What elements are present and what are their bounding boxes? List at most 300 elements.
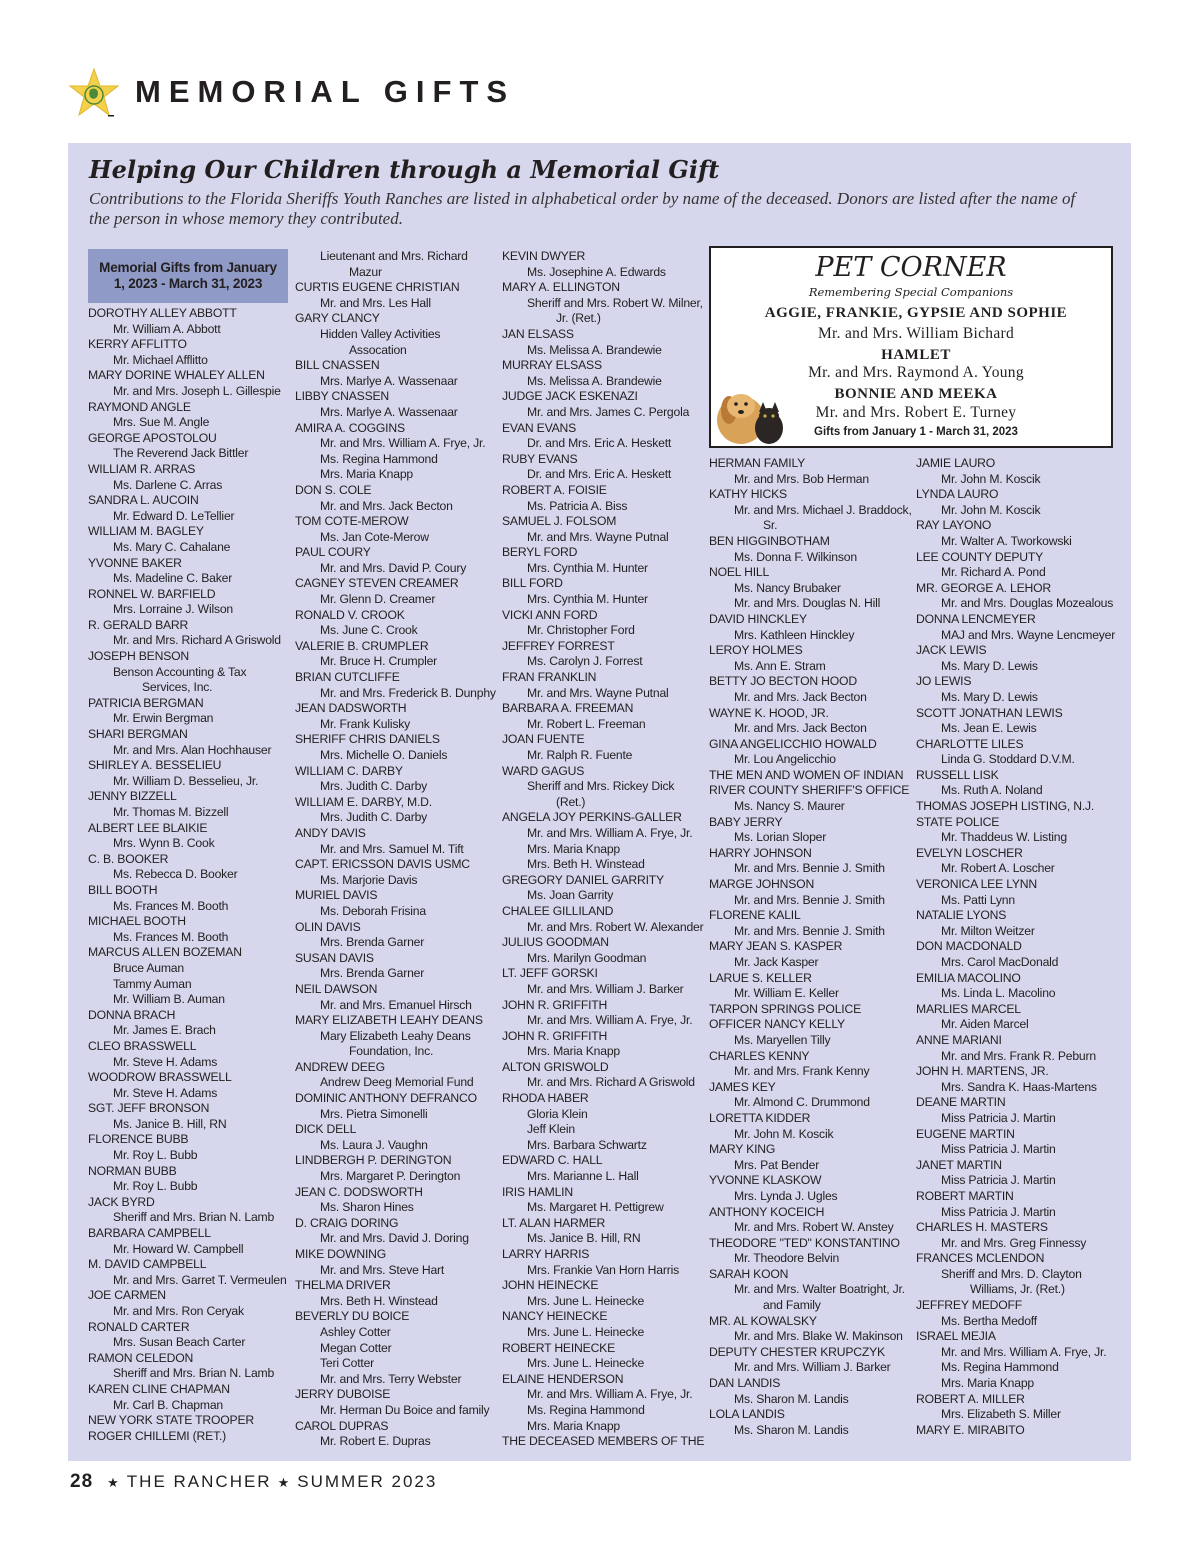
donor-name: Mrs. Elizabeth S. Miller [941,1407,1061,1422]
memorial-entry [502,670,714,701]
memorial-entry [295,1091,507,1122]
deceased-name: CHALEE GILLILAND [502,903,614,918]
donor-name: Mr. and Mrs. William A. Frye, Jr. [527,1013,693,1028]
memorial-entry [88,696,288,727]
donor-name: Mrs. Sue M. Angle [113,415,210,430]
donor-name: Mr. Aiden Marcel [941,1017,1029,1032]
donor-name-continued: Jr. (Ret.) [556,311,601,326]
deceased-name: MARY KING [709,1142,776,1157]
memorial-entry [916,939,1121,970]
memorial-entry [709,768,914,784]
memorial-entry [88,1320,288,1351]
donor-name: Mr. and Mrs. William A. Frye, Jr. [941,1344,1107,1359]
donor-name: Mr. and Mrs. Jack Becton [734,689,867,704]
donor-name-continued: and Family [763,1298,821,1313]
deceased-name: SGT. JEFF BRONSON [88,1101,210,1116]
deceased-name: JANET MARTIN [916,1157,1002,1172]
donor-name: Ms. Joan Garrity [527,888,614,903]
donor-name: Sheriff and Mrs. D. Clayton Williams, Jr. (Ret.) [916,1267,1121,1298]
donor-name: Benson Accounting & Tax Services, Inc. [88,665,288,696]
panel-intro: Contributions to the Florida Sheriffs Youth Ranches are listed in alphabetical order by name of the deceased. Donors are listed after the name of the person in whose memory they contributed. [89,189,1076,228]
donor-name: Mr. William D. Besselieu, Jr. [113,773,259,788]
memorial-entry [295,1387,507,1418]
donor-name: MAJ and Mrs. Wayne Lencmeyer [941,627,1116,642]
memorial-entry [502,421,714,452]
donor-name: Mr. John M. Koscik [734,1126,834,1141]
deceased-name: RAYMOND ANGLE [88,399,191,414]
deceased-name: CHARLES KENNY [709,1048,810,1063]
memorial-entry [502,608,714,639]
pet-name: AGGIE, FRANKIE, GYPSIE AND SOPHIE [764,305,1068,321]
memorial-entry [916,1251,1121,1298]
memorial-entry [88,727,288,758]
deceased-name: ANDY DAVIS [295,825,366,840]
deceased-name: AMIRA A. COGGINS [295,420,405,435]
memorial-entry [709,1002,914,1018]
deceased-name: BRIAN CUTCLIFFE [295,670,400,685]
deceased-name: ROBERT A. MILLER [916,1391,1025,1406]
memorial-entry [709,643,914,674]
deceased-name: EVELYN LOSCHER [916,845,1023,860]
donor-name: Mr. and Mrs. Garret T. Vermeulen [113,1272,287,1287]
memorial-entry [709,815,914,846]
deceased-name: RIVER COUNTY SHERIFF'S OFFICE [709,783,910,798]
donor-name: Mr. and Mrs. Robert W. Anstey [734,1220,894,1235]
deceased-name: BILL FORD [502,576,563,591]
donor-name: Mr. and Mrs. Douglas Mozealous [941,596,1114,611]
column-2 [295,249,507,1450]
donor-name: Sheriff and Mrs. Brian N. Lamb [113,1366,275,1381]
donor-name: Mr. and Mrs. Richard A Griswold [527,1075,695,1090]
donor-name: Mary Elizabeth Leahy Deans Foundation, Inc. [295,1029,507,1060]
deceased-name: MR. AL KOWALSKY [709,1313,817,1328]
deceased-name: FRANCES MCLENDON [916,1251,1045,1266]
deceased-name: BILL CNASSEN [295,358,380,373]
donor-name: Mrs. Michelle O. Daniels [320,748,448,762]
page-title: MEMORIAL GIFTS [135,74,516,109]
page-footer [70,1471,437,1493]
memorial-entry [916,1033,1121,1064]
donor-name: Mrs. Beth H. Winstead [320,1293,438,1308]
memorial-entry [502,327,714,358]
donor-name: Mr. John M. Koscik [941,471,1041,486]
memorial-entry [88,649,288,696]
memorial-entry [709,1236,914,1267]
memorial-entry [88,789,288,820]
donor-name: Mr. James E. Brach [113,1023,216,1038]
memorial-entry [916,971,1121,1002]
donor-name-continued: Services, Inc. [142,680,213,695]
deceased-name: THE MEN AND WOMEN OF INDIAN [709,767,904,782]
donor-name: Mr. William B. Auman [113,992,225,1007]
deceased-name: FLORENCE BUBB [88,1132,189,1147]
deceased-name: LARUE S. KELLER [709,970,812,985]
donor-name: Mrs. Kathleen Hinckley [734,627,855,642]
deceased-name: TARPON SPRINGS POLICE [709,1001,862,1016]
memorial-entry [88,1429,288,1445]
donor-name: Mr. and Mrs. Richard A Griswold [113,633,281,648]
deceased-name: SARAH KOON [709,1266,789,1281]
deceased-name: JO LEWIS [916,674,972,689]
memorial-entry [916,768,1121,799]
deceased-name: SAMUEL J. FOLSOM [502,514,617,529]
donor-name: Mr. Frank Kulisky [320,716,411,731]
memorial-entry [916,456,1121,487]
donor-name: Mrs. Maria Knapp [527,841,620,856]
donor-name: Mr. Carl B. Chapman [113,1397,223,1412]
donor-name: Mr. and Mrs. Les Hall [320,295,431,310]
deceased-name: NORMAN BUBB [88,1163,177,1178]
deceased-name: WILLIAM M. BAGLEY [88,524,204,539]
donor-name: Ms. Ann E. Stram [734,658,826,673]
deceased-name: HARRY JOHNSON [709,845,812,860]
memorial-entry [88,1070,288,1101]
donor-name: Mr. and Mrs. William A. Frye, Jr. [527,1387,693,1402]
donor-name: Dr. and Mrs. Eric A. Heskett [527,436,672,451]
donor-name: Mr. Robert L. Freeman [527,716,646,731]
memorial-entry [502,764,714,811]
deceased-name: EVAN EVANS [502,420,577,435]
memorial-entry [709,1407,914,1438]
memorial-entry [295,795,507,826]
deceased-name: DOMINIC ANTHONY DEFRANCO [295,1091,477,1106]
memorial-entry [88,462,288,493]
donor-name: Mr. Glenn D. Creamer [320,592,436,607]
memorial-entry [916,1127,1121,1158]
memorial-entry [709,565,914,612]
donor-name: Ms. Deborah Frisina [320,903,426,918]
deceased-name: RHODA HABER [502,1091,589,1106]
memorial-entry [709,877,914,908]
memorial-entry [916,1392,1121,1423]
deceased-name: BETTY JO BECTON HOOD [709,674,857,689]
memorial-entry [295,576,507,607]
donor-name: Mrs. Susan Beach Carter [113,1335,246,1350]
donor-name: Mr. and Mrs. William J. Barker [527,981,684,996]
memorial-entry [502,966,714,997]
deceased-name: SANDRA L. AUCOIN [88,493,199,508]
donor-name: Mr. and Mrs. Robert W. Alexander [527,919,704,934]
page-header [68,68,768,124]
memorial-entry [295,1419,507,1450]
memorial-entry [295,639,507,670]
memorial-entry [709,1314,914,1345]
deceased-name: JAMIE LAURO [916,456,996,470]
memorial-entry [502,1091,714,1153]
memorial-entry [88,306,288,337]
donor-name: Mrs. Carol MacDonald [941,955,1059,969]
deceased-name: RONALD V. CROOK [295,607,405,622]
donor-name: Hidden Valley Activities Assocation [295,327,507,358]
donor-name: Ms. Lorian Sloper [734,830,827,845]
column-3 [502,249,714,1450]
pet-corner-subtitle: Remembering Special Companions [808,285,1014,299]
memorial-entry [88,1413,288,1429]
donor-name: Ms. Ruth A. Noland [941,783,1043,798]
donor-name: Mr. Theodore Belvin [734,1251,840,1266]
deceased-name: WILLIAM C. DARBY [295,763,403,778]
deceased-name: LEROY HOLMES [709,643,803,658]
deceased-name: GARY CLANCY [295,311,380,326]
memorial-entry [295,1122,507,1153]
memorial-entry [88,1101,288,1132]
deceased-name: MARY E. MIRABITO [916,1422,1025,1437]
date-range-text: Memorial Gifts from January 1, 2023 - March 31, 2023 [99,259,277,291]
deceased-name: PATRICIA BERGMAN [88,695,204,710]
donor-name: Ms. Sharon Hines [320,1200,414,1215]
donor-name: Ms. Carolyn J. Forrest [527,654,643,669]
deceased-name: WILLIAM E. DARBY, M.D. [295,794,432,809]
donor-name: Mrs. Marlye A. Wassenaar [320,373,458,388]
deceased-name: LYNDA LAURO [916,487,999,502]
deceased-name: BEN HIGGINBOTHAM [709,533,830,548]
donor-name: Mr. and Mrs. Steve Hart [320,1262,445,1277]
memorial-entry [88,1257,288,1288]
donor-name: Ms. Regina Hammond [941,1360,1059,1375]
donor-name: Mr. and Mrs. Emanuel Hirsch [320,997,472,1012]
memorial-entry [709,1111,914,1142]
deceased-name: BARBARA CAMPBELL [88,1226,211,1241]
memorial-entry [88,1132,288,1163]
deceased-name: SHERIFF CHRIS DANIELS [295,732,440,747]
donor-name: Mr. and Mrs. Bennie J. Smith [734,861,885,876]
memorial-entry [295,514,507,545]
memorial-entry [295,1278,507,1309]
memorial-entry [502,1434,714,1450]
deceased-name: RONNEL W. BARFIELD [88,586,216,601]
donor-name: The Reverend Jack Bittler [113,446,249,461]
deceased-name: JENNY BIZZELL [88,789,177,804]
deceased-name: THEODORE "TED" KONSTANTINO [709,1235,900,1250]
deceased-name: JEFFREY MEDOFF [916,1298,1022,1313]
donor-name: Mr. Steve H. Adams [113,1085,218,1100]
memorial-entry [709,534,914,565]
memorial-entry [295,1013,507,1060]
deceased-name: YVONNE BAKER [88,555,182,570]
memorial-entry [502,1309,714,1340]
donor-name: Mr. and Mrs. Bennie J. Smith [734,923,885,938]
donor-name: Mrs. Pietra Simonelli [320,1106,428,1121]
deceased-name: CAGNEY STEVEN CREAMER [295,576,459,591]
memorial-entry [502,732,714,763]
donor-name-continued: Mazur [349,264,382,279]
donor-name: Mr. and Mrs. William J. Barker [734,1360,891,1375]
deceased-name: YVONNE KLASKOW [709,1173,822,1188]
pet-corner-title: PET CORNER [815,252,1007,283]
donor-name: Mr. Roy L. Bubb [113,1148,198,1163]
donor-name: Mr. Steve H. Adams [113,1054,218,1069]
memorial-entry [916,706,1121,737]
donor-name: Ms. Mary C. Cahalane [113,539,231,554]
donor-name: Mrs. Marilyn Goodman [527,950,647,965]
donor-name: Mrs. Margaret P. Derington [320,1169,461,1184]
memorial-entry [709,1017,914,1048]
deceased-name: HERMAN FAMILY [709,456,806,470]
deceased-name: NANCY HEINECKE [502,1309,608,1324]
donor-name: Ms. Donna F. Wilkinson [734,549,857,564]
deceased-name: KERRY AFFLITTO [88,337,187,352]
donor-name: Ms. Patti Lynn [941,892,1015,907]
donor-name: Mr. and Mrs. William A. Frye, Jr. [527,825,693,840]
deceased-name: GREGORY DANIEL GARRITY [502,872,664,887]
memorial-entry [709,939,914,970]
donor-name: Mr. William E. Keller [734,986,839,1001]
panel-title: Helping Our Children through a Memorial Gift [89,155,720,184]
deceased-name: MR. GEORGE A. LEHOR [916,580,1052,595]
memorial-entry [916,1158,1121,1189]
deceased-name: IRIS HAMLIN [502,1184,573,1199]
donor-name: Mrs. Maria Knapp [527,1044,620,1059]
donor-name: Ms. Laura J. Vaughn [320,1137,428,1152]
deceased-name: BERYL FORD [502,545,578,560]
donor-name: Mr. Robert A. Loscher [941,861,1055,876]
deceased-name: JOAN FUENTE [502,732,585,747]
memorial-entry [88,821,288,852]
deceased-name: FLORENE KALIL [709,908,801,923]
memorial-entry [295,670,507,701]
donor-name: Ms. Patricia A. Biss [527,498,628,513]
memorial-entry [709,487,914,534]
donor-name: Mr. and Mrs. Frank Kenny [734,1064,870,1079]
deceased-name: CHARLOTTE LILES [916,736,1024,751]
donor-name: Tammy Auman [113,976,192,991]
memorial-entry [502,1185,714,1216]
deceased-name: MURIEL DAVIS [295,888,378,903]
donor-name: Sheriff and Mrs. Robert W. Milner, Jr. (Ret.) [502,296,714,327]
column-5 [916,456,1121,1438]
deceased-name: JAN ELSASS [502,326,574,341]
donor-name: Mr. William A. Abbott [113,321,221,336]
memorial-entry [502,576,714,607]
deceased-name: EMILIA MACOLINO [916,970,1021,985]
deceased-name: ANNE MARIANI [916,1032,1002,1047]
memorial-entry [916,908,1121,939]
star-separator-icon: ★ [107,1475,121,1490]
pet-donor: Mr. and Mrs. Raymond A. Young [808,364,1024,381]
deceased-name: NATALIE LYONS [916,908,1007,923]
donor-name: Ms. Janice B. Hill, RN [113,1116,227,1131]
memorial-entry [88,493,288,524]
deceased-name: EDWARD C. HALL [502,1153,603,1168]
memorial-entry [295,951,507,982]
memorial-entry [502,1278,714,1309]
deceased-name: DAVID HINCKLEY [709,611,807,626]
memorial-entry [502,1341,714,1372]
deceased-name: WILLIAM R. ARRAS [88,461,196,476]
memorial-entry [916,581,1121,612]
deceased-name: STATE POLICE [916,814,1000,829]
memorial-entry [502,249,714,280]
memorial-entry [295,982,507,1013]
deceased-name: MARLIES MARCEL [916,1001,1021,1016]
donor-name: Dr. and Mrs. Eric A. Heskett [527,467,672,482]
memorial-entry [502,873,714,904]
donor-name: Linda G. Stoddard D.V.M. [941,752,1075,767]
donor-name: Ms. Darlene C. Arras [113,477,223,492]
donor-name: Teri Cotter [320,1356,375,1371]
pet-name: BONNIE AND MEEKA [834,386,998,402]
deceased-name: LARRY HARRIS [502,1247,590,1261]
deceased-name: NEIL DAWSON [295,981,378,996]
donor-name: Mr. and Mrs. Joseph L. Gillespie [113,383,281,398]
donor-name: Mrs. Beth H. Winstead [527,857,645,872]
donor-name: Mrs. Pat Bender [734,1157,820,1172]
deceased-name: BILL BOOTH [88,882,158,897]
donor-name: Megan Cotter [320,1340,392,1355]
donor-name-continued: Foundation, Inc. [349,1044,434,1059]
memorial-entry [88,556,288,587]
deceased-name: DEANE MARTIN [916,1095,1006,1110]
deceased-name: MARY ELIZABETH LEAHY DEANS [295,1013,483,1028]
donor-name: Mrs. Sandra K. Haas-Martens [941,1079,1097,1094]
memorial-entry [709,1080,914,1111]
donor-name: Sheriff and Mrs. Brian N. Lamb [113,1210,275,1225]
donor-name: Mr. and Mrs. Frank R. Peburn [941,1048,1096,1063]
donor-name: Mr. and Mrs. Wayne Putnal [527,529,669,544]
donor-name: Mr. Lou Angelicchio [734,752,836,767]
star-separator-icon: ★ [277,1475,292,1490]
donor-name: Mr. Thomas M. Bizzell [113,805,229,819]
deceased-name: LINDBERGH P. DERINGTON [295,1153,452,1168]
deceased-name: MARY A. ELLINGTON [502,280,620,295]
memorial-entry [502,1247,714,1278]
memorial-entry [916,877,1121,908]
memorial-entry [88,1351,288,1382]
pet-donor: Mr. and Mrs. Robert E. Turney [815,404,1017,421]
donor-name: Mr. Erwin Bergman [113,711,214,726]
memorial-entry [916,643,1121,674]
memorial-entry [916,612,1121,643]
deceased-name: DEPUTY CHESTER KRUPCZYK [709,1344,885,1359]
donor-name: Mrs. Maria Knapp [527,1418,620,1433]
donor-name: Mr. Roy L. Bubb [113,1179,198,1194]
memorial-entry [916,846,1121,877]
deceased-name: DON MACDONALD [916,939,1022,954]
donor-name: Lieutenant and Mrs. Richard Mazur [295,249,507,280]
memorial-entry [709,1049,914,1080]
memorial-entry [295,358,507,389]
donor-name-continued: Sr. [763,518,778,533]
deceased-name: ALTON GRISWOLD [502,1059,609,1074]
deceased-name: DOROTHY ALLEY ABBOTT [88,306,237,320]
memorial-entry [295,920,507,951]
deceased-name: JOHN R. GRIFFITH [502,997,608,1012]
memorial-entry [709,1142,914,1173]
memorial-entry [295,1309,507,1387]
donor-name: Mr. Bruce H. Crumpler [320,654,438,669]
deceased-name: OLIN DAVIS [295,919,361,934]
memorial-entry [709,1173,914,1204]
donor-name: Mr. Jack Kasper [734,955,819,969]
donor-name: Mr. and Mrs. Alan Hochhauser [113,742,272,757]
memorial-entry [295,1247,507,1278]
memorial-entry [88,1382,288,1413]
donor-name: Ms. Janice B. Hill, RN [527,1231,641,1246]
donor-name: Sheriff and Mrs. Rickey Dick (Ret.) [502,779,714,810]
memorial-entry [295,857,507,888]
deceased-name: PAUL COURY [295,545,371,560]
donor-name: Mrs. June L. Heinecke [527,1356,645,1371]
deceased-name: SHARI BERGMAN [88,727,188,742]
memorial-entry [916,1220,1121,1251]
deceased-name: VALERIE B. CRUMPLER [295,638,429,653]
donor-name: Mrs. June L. Heinecke [527,1324,645,1339]
memorial-entry [916,674,1121,705]
donor-name: Mr. and Mrs. Douglas N. Hill [734,596,881,611]
memorial-entry [295,1216,507,1247]
deceased-name: MARGE JOHNSON [709,877,815,892]
deceased-name: R. GERALD BARR [88,617,189,632]
